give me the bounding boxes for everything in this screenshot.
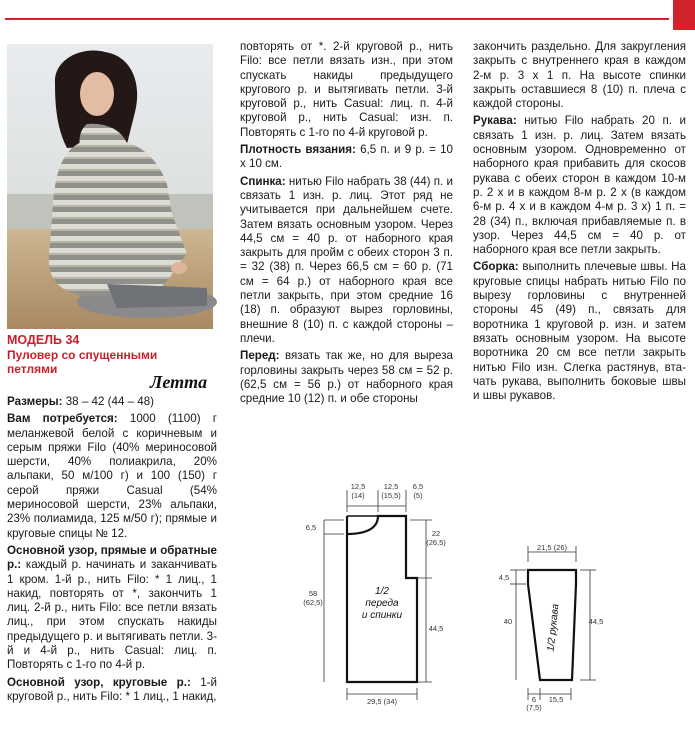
materials-label: Вам потребуется: — [7, 412, 118, 426]
pattern-circular-label: Основной узор, круговые р.: — [7, 675, 191, 689]
front-text: вязать так же, но для выреза горловины закрыть через 58 см = 52 р. (62,5 см = 56 р.) от наборного края средние 10 (12) п. и обе стороны — [240, 349, 453, 406]
dim-top-right: 6,5 — [412, 482, 424, 491]
top-accent-tab — [673, 0, 695, 30]
text-column-3 — [473, 40, 686, 406]
dim-top-left-alt: (14) — [351, 491, 365, 500]
sleeve-dim-top: 21,5 (26) — [536, 543, 568, 552]
sleeves-text: нитью Filo набрать 20 п. и связать 1 изн. р. лиц. Затем вязать основным узором. Одновременно от наборного края прибавить для скосов рукава с обеих сторон в каждом 10-м р. 2 х и в каждом 8-м р. 2 х (в каждом 6-м р. 4 х и в каждом 4-м р. 3 х) 1 п. = 28 (34) п., включая прибавляемые п. в узор. Через 44,5 см = 40 р. от наборного края все петли закрыть. — [473, 114, 686, 257]
neckline-curve — [347, 516, 378, 534]
model-subtitle-line2: петлями — [7, 362, 58, 376]
dim-right-bottom: 44,5 — [428, 624, 444, 633]
body-label-line1: 1/2 — [375, 586, 389, 597]
dim-top-right-alt: (5) — [413, 491, 423, 500]
dim-bottom-width: 29,5 (34) — [366, 697, 398, 706]
pattern-circular-text: 1-й круговой р., нить Filo: * 1 лиц., 1 накид, — [7, 675, 217, 703]
top-accent-line — [5, 18, 669, 20]
sleeve-dim-bottom-right: 15,5 — [548, 695, 564, 704]
back-text: нитью Filo набрать 38 (44) п. и связать 1 изн. р. лиц. Этот ряд не учитывается при дальнейшем счете. Затем вязать основным узором. Через 44,5 см = 40 р. от наборного края закрыть для пройм с обеих сторон 3 п. = 32 (38) п. Через 66,5 см = 60 р. (71 см = 64 р.) от наборного края все петли закрыть, при этом средние 16 (18) п. образуют вырез горловины, внешние 8 (10) п. с каждой стороны – плечи. — [240, 174, 453, 345]
sizes-text: 38 – 42 (44 – 48) — [62, 395, 155, 408]
model-photo-illustration — [7, 44, 213, 329]
text-column-1 — [7, 395, 217, 707]
model-photo — [7, 44, 213, 329]
pattern-straight-paragraph — [7, 544, 217, 673]
dim-top-left: 12,5 — [350, 482, 366, 491]
dim-right-top-alt: (26,5) — [426, 538, 446, 547]
sleeve-dim-left-small: 4,5 — [498, 573, 510, 582]
pattern-circular-continued: повторять от *. 2-й круговой р., нить Filo: все петли вязать изн., при этом спускать накиды предыдущего кругового р. и вытягивать петли. 3-й круговой р., нить Casual: лиц. п. 4-й круговой р., нить Casual: изн. п. Повторять с 1-го по 4-й круговой р. — [240, 40, 453, 139]
density-label: Плотность вязания: — [240, 143, 356, 157]
body-label-line3: и спинки — [361, 610, 403, 621]
sleeve-dim-left-height: 40 — [503, 617, 513, 626]
sleeve-dim-right-height: 44,5 — [588, 617, 604, 626]
text-column-2 — [240, 40, 453, 409]
dim-left-height-alt: (62,5) — [303, 598, 323, 607]
body-label-line2: переда — [365, 598, 399, 609]
density-paragraph — [240, 143, 453, 172]
pattern-straight-text: каждый р. начинать и заканчивать 1 кром. 1-й р., нить Filo: * 1 лиц., 1 накид, повторять от *, закончить 1 лиц. 2-й р., нить Filo: все петли вязать лиц., при этом спускать накиды предыдущего р. и вытягивать петли. 3-й и 4-й р., нить Casual: лиц. п. Повторять с 1-го по 4-й р. — [7, 558, 217, 672]
sleeve-pattern-diagram — [488, 540, 604, 712]
sizes-paragraph — [7, 395, 217, 409]
model-heading — [7, 333, 217, 376]
model-title: МОДЕЛЬ 34 — [7, 333, 80, 347]
dim-left-small: 6,5 — [305, 523, 317, 532]
materials-paragraph — [7, 412, 217, 541]
pattern-straight-label: Основной узор, прямые и обратные р.: — [7, 543, 217, 572]
top-accent-bar — [5, 0, 695, 30]
sleeve-dim-bottom-left-alt: (7,5) — [526, 703, 542, 712]
assembly-text: выполнить плечевые швы. На круговые спицы набрать нитью Filo по вырезу горловины с внутренней стороны 45 (49) п., связать для воротника 1 круговой р. изн. и затем вязать основным узором. На высоте воротника 20 см все петли закрыть нитью Filo изн. Слегка растянув, вта-чать рукава, выполнить боковые швы и швы рукавов. — [473, 260, 686, 403]
front-continued: закончить раздельно. Для закругления закрыть с внутреннего края в каждом 2-м р. 3 х 1 п. На высоте спинки закрыть оставшиеся 8 (10) п. плеча с каждой стороны. — [473, 40, 686, 111]
body-pattern-diagram — [300, 478, 450, 710]
sleeves-paragraph — [473, 114, 686, 257]
sleeve-label: 1/2 рукава — [545, 603, 562, 653]
pattern-circular-paragraph — [7, 676, 217, 705]
model-subtitle-line1: Пуловер со спущенными — [7, 348, 158, 362]
back-label: Спинка: — [240, 174, 286, 188]
materials-text: 1000 (1100) г меланжевой белой с коричневым и серым пряжи Filo (40% мериносовой шерсти, 40% полиакрила, 20% альпаки, 50 м/100 г) и 100 (150) г серой пряжи Casual (54% мериносовой шерсти, 23% альпаки, 23% полиамида, 125 м/50 г); прямые и круговые спицы № 12. — [7, 412, 217, 540]
sleeves-label: Рукава: — [473, 114, 517, 128]
density-text: 6,5 п. и 9 р. = 10 х 10 см. — [240, 143, 453, 171]
dim-top-mid-alt: (15,5) — [381, 491, 401, 500]
dim-left-height: 58 — [308, 589, 318, 598]
sizes-label: Размеры: — [7, 395, 63, 408]
front-label: Перед: — [240, 349, 280, 363]
front-paragraph — [240, 349, 453, 406]
brand-signature: Летта — [150, 372, 208, 392]
assembly-paragraph — [473, 260, 686, 403]
sleeve-dim-bottom-left: 6 — [531, 695, 537, 704]
assembly-label: Сборка: — [473, 260, 519, 274]
dim-right-top: 22 — [431, 529, 441, 538]
dim-top-mid: 12,5 — [383, 482, 399, 491]
back-paragraph — [240, 175, 453, 347]
